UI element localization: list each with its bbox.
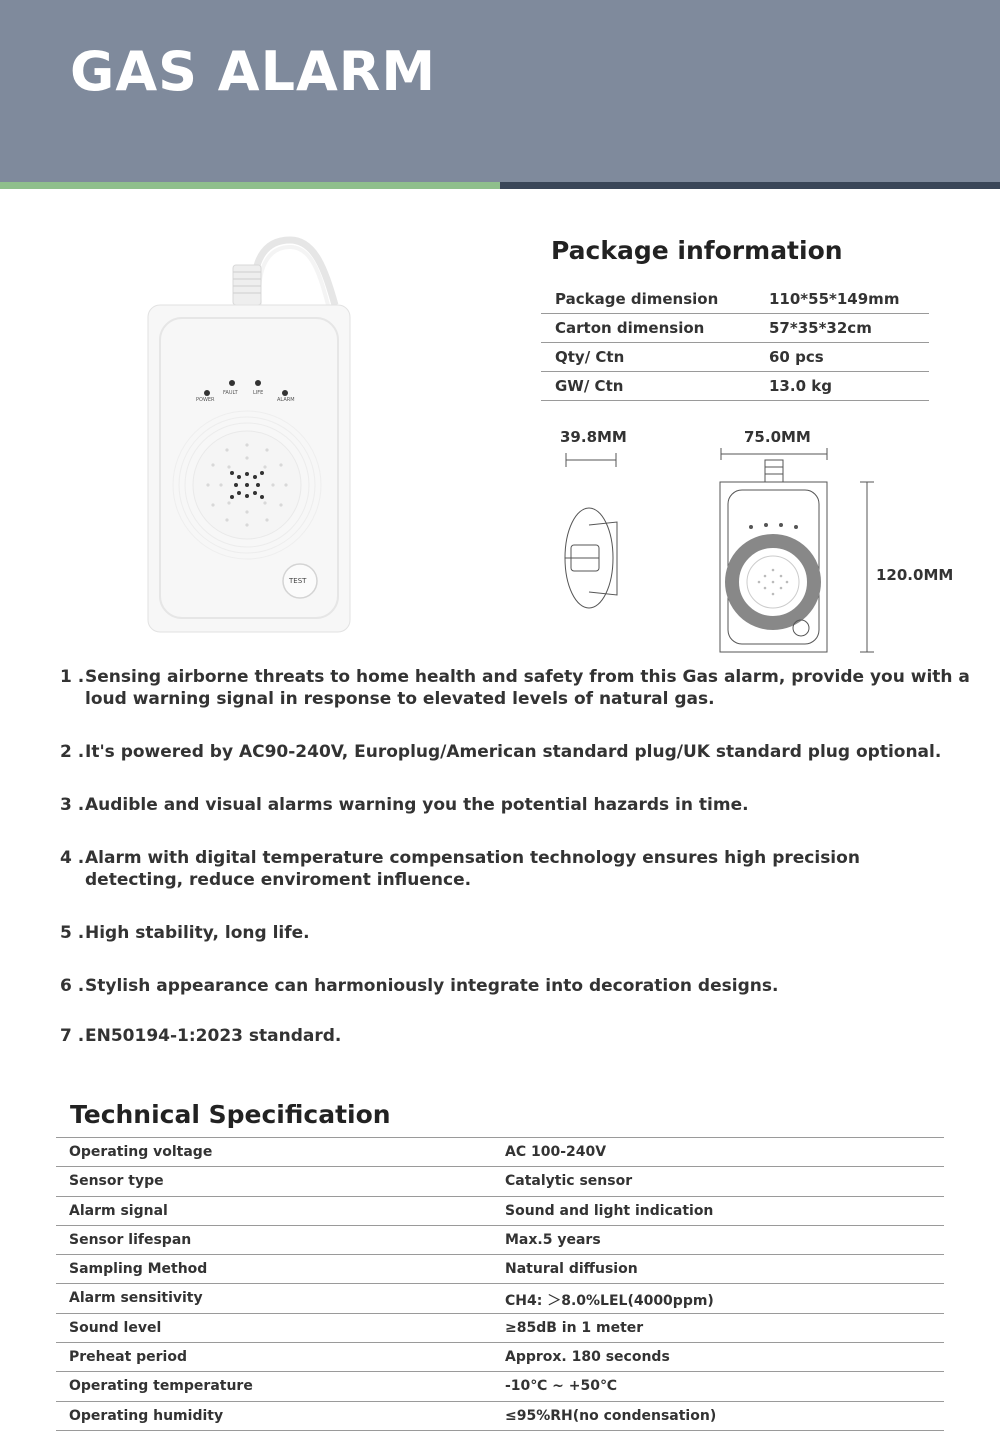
tech-spec-table <box>56 1137 944 1431</box>
feature-text: Sensing airborne threats to home health and safety from this Gas alarm, provide you with a loud warning signal in response to elevated levels of natural gas. <box>85 667 970 709</box>
depth-dimension-label: 39.8MM <box>560 428 627 446</box>
gas-alarm-product-image <box>140 230 360 640</box>
spec-value: Approx. 180 seconds <box>505 1349 670 1366</box>
table-row <box>541 372 929 401</box>
table-row <box>541 314 929 343</box>
tech-spec-title: Technical Specification <box>70 1100 391 1129</box>
feature-number: 3 . <box>60 795 85 815</box>
spec-value: ≤95%RH(no condensation) <box>505 1407 717 1424</box>
feature-text: Audible and visual alarms warning you the potential hazards in time. <box>85 795 749 815</box>
spec-value: Max.5 years <box>505 1231 601 1248</box>
spec-label: Sensor type <box>69 1173 164 1190</box>
spec-label: Operating voltage <box>69 1144 213 1160</box>
spec-value: CH4: ＞8.0%LEL(4000ppm) <box>505 1293 714 1310</box>
table-row <box>56 1372 944 1401</box>
spec-value: Sound and light indication <box>505 1202 714 1219</box>
feature-text: EN50194-1:2023 standard. <box>85 1026 342 1046</box>
package-label: Carton dimension <box>555 319 705 337</box>
led-label-power: POWER <box>196 397 215 403</box>
package-info-table <box>541 285 929 401</box>
spec-label: Sound level <box>69 1319 162 1336</box>
spec-value: Catalytic sensor <box>505 1173 633 1190</box>
feature-text: It's powered by AC90-240V, Europlug/American standard plug/UK standard plug optional. <box>85 742 942 762</box>
table-row <box>56 1197 944 1226</box>
package-value: 110*55*149mm <box>769 290 900 308</box>
header-banner <box>0 0 1000 182</box>
table-row <box>56 1343 944 1372</box>
feature-number: 5 . <box>60 923 85 943</box>
spec-label: Sampling Method <box>69 1261 208 1278</box>
header-stripe-green <box>0 182 500 189</box>
page-title: GAS ALARM <box>70 40 437 103</box>
height-dimension-label: 120.0MM <box>876 566 954 584</box>
table-row <box>56 1255 944 1284</box>
spec-value: Natural diffusion <box>505 1261 638 1278</box>
width-dimension-label: 75.0MM <box>744 428 811 446</box>
table-row <box>56 1138 944 1167</box>
table-row <box>56 1226 944 1255</box>
spec-value: AC 100-240V <box>505 1144 607 1160</box>
dimension-drawing <box>541 440 971 660</box>
package-label: GW/ Ctn <box>555 377 624 395</box>
table-row <box>56 1314 944 1343</box>
feature-number: 1 . <box>60 667 85 687</box>
package-info-title: Package information <box>551 236 843 265</box>
spec-label: Sensor lifespan <box>69 1231 192 1248</box>
spec-label: Operating temperature <box>69 1378 253 1395</box>
header-stripe-navy <box>500 182 1000 189</box>
table-row <box>56 1167 944 1196</box>
package-label: Package dimension <box>555 290 719 308</box>
table-row <box>541 285 929 314</box>
feature-text: High stability, long life. <box>85 923 310 943</box>
led-label-life: LIFE <box>253 390 264 396</box>
feature-text: Stylish appearance can harmoniously integrate into decoration designs. <box>85 976 779 996</box>
package-label: Qty/ Ctn <box>555 348 625 366</box>
feature-number: 4 . <box>60 848 85 868</box>
spec-value: ≥85dB in 1 meter <box>505 1319 644 1336</box>
package-value: 57*35*32cm <box>769 319 872 337</box>
table-row <box>541 343 929 372</box>
table-row <box>56 1284 944 1313</box>
package-value: 13.0 kg <box>769 377 832 395</box>
spec-label: Alarm signal <box>69 1202 168 1219</box>
feature-text: Alarm with digital temperature compensation technology ensures high precision detecting, reduce enviroment influence. <box>85 848 860 890</box>
spec-value: -10℃ ~ +50℃ <box>505 1378 617 1395</box>
spec-label: Operating humidity <box>69 1407 224 1424</box>
test-button: TEST <box>289 577 307 585</box>
led-label-fault: FAULT <box>223 390 238 396</box>
spec-label: Preheat period <box>69 1349 187 1366</box>
table-row <box>56 1402 944 1431</box>
spec-label: Alarm sensitivity <box>69 1290 203 1307</box>
led-label-alarm: ALARM <box>277 397 295 403</box>
feature-number: 6 . <box>60 976 85 996</box>
package-value: 60 pcs <box>769 348 824 366</box>
feature-number: 7 . <box>60 1026 85 1046</box>
feature-number: 2 . <box>60 742 85 762</box>
